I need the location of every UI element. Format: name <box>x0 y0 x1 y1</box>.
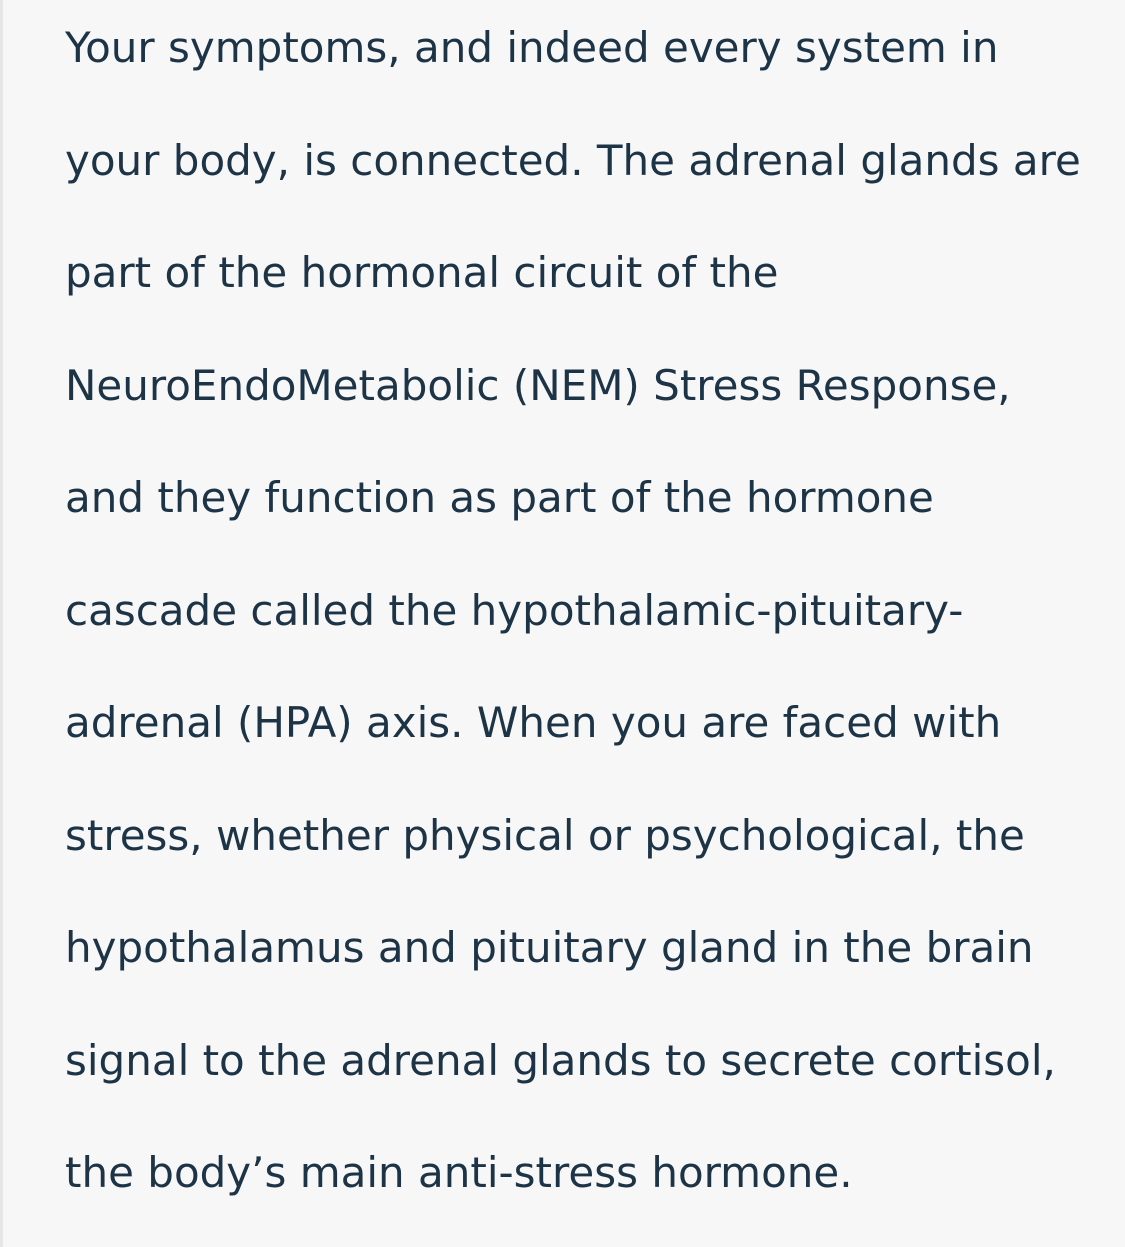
paragraph-line-6: cascade called the hypothalamic-pituitary- <box>65 585 964 635</box>
paragraph-line-2: your body, is connected. The adrenal glands are <box>65 135 1081 185</box>
paragraph-line-5: and they function as part of the hormone <box>65 473 934 522</box>
paragraph-line-3: part of the hormonal circuit of the <box>65 248 779 297</box>
paragraph-line-1: Your symptoms, and indeed every system in <box>65 23 999 72</box>
paragraph-line-7: adrenal (HPA) axis. When you are faced with <box>65 698 1002 747</box>
paragraph-line-11: the body’s main anti-stress hormone. <box>65 1148 853 1197</box>
article-paragraph <box>65 0 1105 1238</box>
paragraph-line-8: stress, whether physical or psychological, the <box>65 810 1025 860</box>
paragraph-line-4: NeuroEndoMetabolic (NEM) Stress Response, <box>65 360 1011 410</box>
paragraph-line-10: signal to the adrenal glands to secrete cortisol, <box>65 1035 1056 1085</box>
left-edge-divider <box>0 0 3 1247</box>
paragraph-line-9: hypothalamus and pituitary gland in the brain <box>65 923 1034 972</box>
